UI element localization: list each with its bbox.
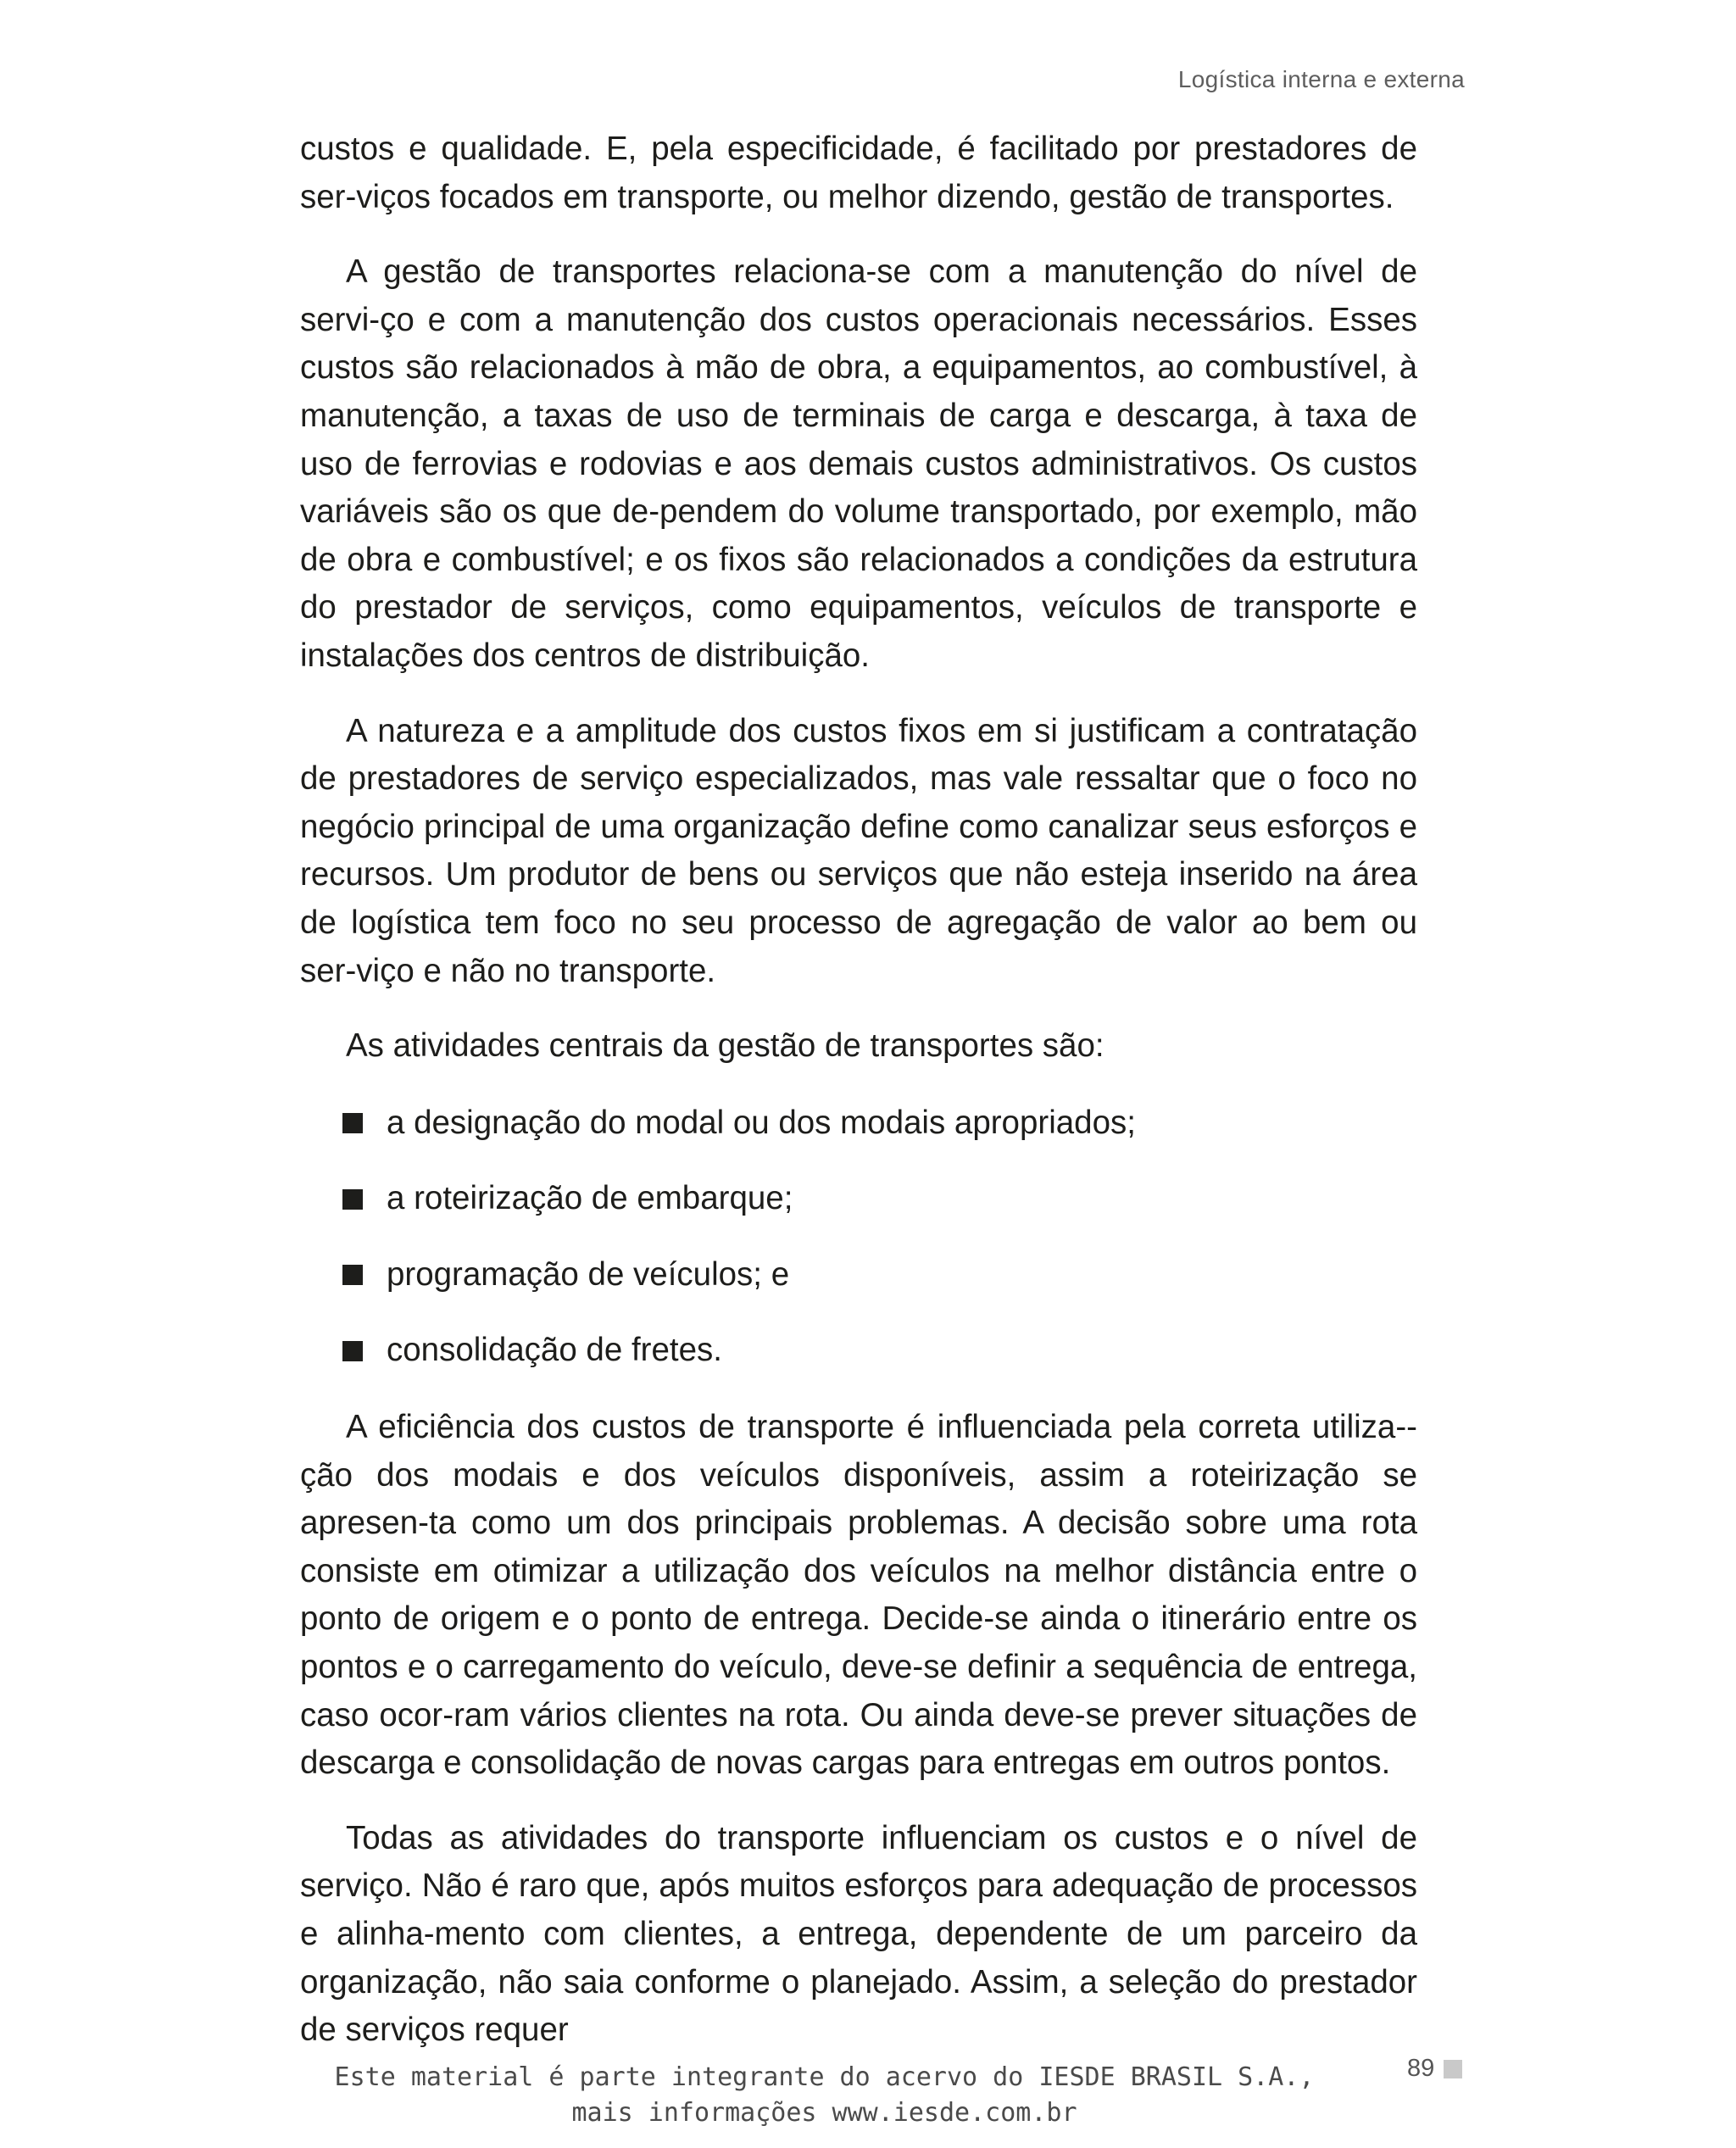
paragraph-transport-management: A gestão de transportes relaciona-se com a manutenção do nível de servi-ço e com a manutenção dos custos operacionais necessários. Esses custos são relacionados à mão de obra, a equipamentos, ao combustível, à manutenção, a taxas de uso de terminais de carga e descarga, à taxa de uso de ferrovias e rodovias e aos demais custos administrativos. Os custos variáveis são os que de-pendem do volume transportado, por exemplo, mão de obra e combustível; e os fixos são relacionados a condições da estrutura do prestador de serviços, como equipamentos, veículos de transporte e instalações dos centros de distribuição.	[300, 253, 1417, 674]
square-bullet-icon	[342, 1113, 363, 1133]
paragraph-service-level: Todas as atividades do transporte influenciam os custos e o nível de serviço. Não é raro que, após muitos esforços para adequação de processos e alinha-mento com clientes, a entrega, dependente de um parceiro da organização, não saia conforme o planejado. Assim, a seleção do prestador de serviços requer	[300, 1819, 1417, 2049]
square-bullet-icon	[342, 1265, 363, 1285]
page-number: 89	[1407, 2055, 1435, 2082]
running-header: Logística interna e externa	[1177, 66, 1465, 92]
footer-line-1: Este material é parte integrante do acervo do IESDE BRASIL S.A.,	[334, 2062, 1315, 2092]
list-item	[342, 1099, 1417, 1148]
list-item	[342, 1175, 1417, 1223]
list-item-text: a roteirização de embarque;	[387, 1180, 793, 1217]
body-text	[300, 125, 1417, 2082]
square-bullet-icon	[342, 1189, 363, 1210]
paragraph-fixed-costs: A natureza e a amplitude dos custos fixos em si justificam a contratação de prestadores de serviço especializados, mas vale ressaltar que o foco no negócio principal de uma organização define como canalizar seus esforços e recursos. Um produtor de bens ou serviços que não esteja inserido na área de logística tem foco no seu processo de agregação de valor ao bem ou ser-viço e não no transporte.	[300, 712, 1417, 989]
footer-notice	[0, 2060, 1649, 2131]
square-bullet-icon	[342, 1341, 363, 1361]
list-item	[342, 1327, 1417, 1375]
paragraph-list-intro: As atividades centrais da gestão de transportes são:	[346, 1027, 1104, 1065]
footer-line-2: mais informações www.iesde.com.br	[571, 2098, 1077, 2128]
list-item-text: consolidação de fretes.	[387, 1332, 722, 1369]
list-item-text: programação de veículos; e	[387, 1255, 790, 1293]
list-item	[342, 1251, 1417, 1299]
paragraph-routing-efficiency: A eficiência dos custos de transporte é influenciada pela correta utiliza-ção dos modais e dos veículos disponíveis, assim a roteirização se apresen-ta como um dos principais problemas. A decisão sobre uma rota consiste em otimizar a utilização dos veículos na melhor distância entre o ponto de origem e o ponto de entrega. Decide-se ainda o itinerário entre os pontos e o carregamento do veículo, deve-se definir a sequência de entrega, caso ocor-ram vários clientes na rota. Ou ainda deve-se prever situações de descarga e consolidação de novas cargas para entregas em outros pontos.	[300, 1409, 1417, 1782]
list-item-text: a designação do modal ou dos modais apropriados;	[387, 1104, 1136, 1141]
activities-list	[300, 1099, 1417, 1375]
paragraph-continued: custos e qualidade. E, pela especificidade, é facilitado por prestadores de ser-viços focados em transporte, ou melhor dizendo, gestão de transportes.	[300, 131, 1417, 215]
